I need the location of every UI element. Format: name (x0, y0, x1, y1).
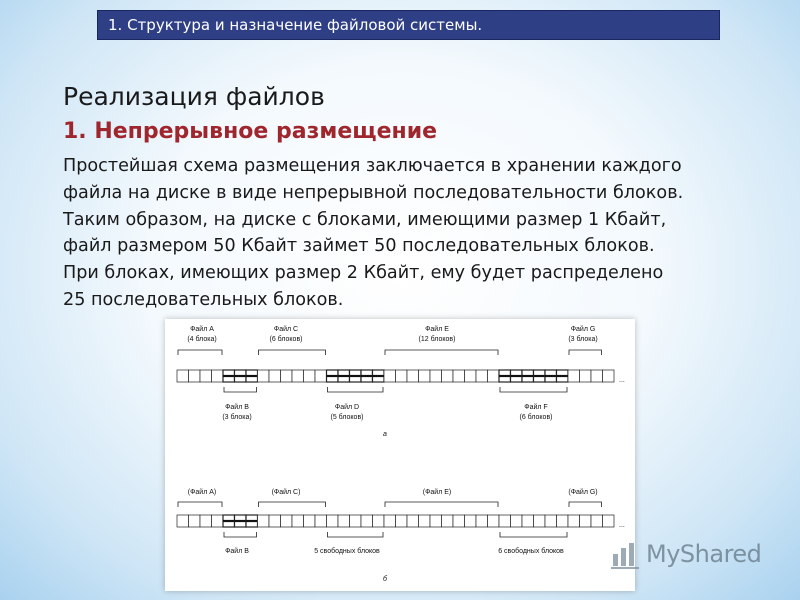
strip-b-block (580, 515, 592, 527)
strip-b-block (200, 515, 212, 527)
label-file-a-deleted: (Файл A) (187, 489, 217, 496)
strip-a-block (568, 370, 580, 382)
strip-a-ellipsis: ... (619, 377, 625, 384)
strip-a-block (488, 370, 500, 382)
strip-b-block (511, 515, 523, 527)
body-line: 25 последовательных блоков. (63, 289, 344, 310)
bracket-file-e (385, 350, 498, 355)
strip-b-block (499, 515, 511, 527)
strip-b-block (327, 515, 339, 527)
strip-a-block (396, 370, 408, 382)
label-free-blocks-5: 5 свободных блоков (314, 548, 380, 555)
label-file-d: Файл D (334, 404, 360, 411)
body-line: Простейшая схема размещения заключается в хранении каждого (63, 156, 682, 176)
strip-a-block (304, 370, 316, 382)
bracket-file-d (328, 387, 384, 392)
strip-a-block (442, 370, 454, 382)
label-file-c-deleted: (Файл C) (271, 489, 301, 496)
strip-a-block (580, 370, 592, 382)
slide-title: 1. Структура и назначение файловой системы. (108, 16, 483, 34)
label-file-c-size: (6 блоков) (269, 336, 303, 343)
bracket-file-b-remaining (224, 532, 257, 537)
label-file-e-size: (12 блоков) (418, 336, 456, 343)
strip-b-block (189, 515, 201, 527)
strip-b-block (281, 515, 293, 527)
bracket-file-g (569, 350, 602, 355)
disk-allocation-figure (165, 319, 635, 591)
bracket-file-c (259, 350, 326, 355)
strip-b-block (442, 515, 454, 527)
strip-b-block (258, 515, 270, 527)
strip-a-block (212, 370, 224, 382)
strip-a-block (315, 370, 327, 382)
bracket-file-a (178, 350, 222, 355)
slide-subheading: 1. Непрерывное размещение (63, 119, 438, 144)
strip-b-block (476, 515, 488, 527)
strip-b-block (338, 515, 350, 527)
strip-b-block (269, 515, 281, 527)
label-file-d-size: (5 блоков) (330, 414, 364, 421)
bracket-file-f (500, 387, 567, 392)
label-free-blocks-6: 6 свободных блоков (498, 548, 564, 555)
body-line: файла на диске в виде непрерывной последовательности блоков. (63, 182, 684, 203)
strip-a-block (407, 370, 419, 382)
label-file-a: Файл A (190, 326, 214, 333)
bracket-file-g-deleted (569, 502, 602, 507)
strip-a-block (430, 370, 442, 382)
strip-b-block (603, 515, 615, 527)
strip-b-ellipsis: ... (619, 522, 625, 529)
label-file-g-size: (3 блока) (568, 336, 598, 343)
strip-b-block (465, 515, 477, 527)
strip-b-block (522, 515, 534, 527)
strip-a-block (281, 370, 293, 382)
bracket-file-c-deleted (259, 502, 326, 507)
strip-b-block (292, 515, 304, 527)
strip-b-block (453, 515, 465, 527)
body-line: файл размером 50 Кбайт займет 50 последовательных блоков. (63, 236, 655, 257)
strip-b-block (304, 515, 316, 527)
strip-a-block (384, 370, 396, 382)
strip-b-block (315, 515, 327, 527)
strip-a-block (269, 370, 281, 382)
panel-b-caption: б (383, 576, 387, 583)
strip-b-block (430, 515, 442, 527)
label-file-b-remaining: Файл B (225, 548, 249, 555)
bracket-free-5 (328, 532, 384, 537)
strip-b-block (350, 515, 362, 527)
strip-b-block (488, 515, 500, 527)
disk-allocation-diagram (165, 319, 635, 591)
watermark-logo-icon (610, 538, 644, 572)
strip-b-block (373, 515, 385, 527)
label-file-a-size: (4 блока) (187, 336, 217, 343)
strip-b-block (384, 515, 396, 527)
bracket-file-e-deleted (385, 502, 498, 507)
label-file-e-deleted: (Файл E) (422, 489, 452, 496)
bracket-file-b (224, 387, 257, 392)
watermark (608, 537, 768, 573)
body-line: При блоках, имеющих размер 2 Кбайт, ему будет распределено (63, 263, 664, 284)
label-file-c: Файл C (273, 326, 299, 333)
strip-a-block (591, 370, 603, 382)
strip-b-block (545, 515, 557, 527)
label-file-g: Файл G (570, 326, 596, 333)
label-file-e: Файл E (425, 326, 449, 333)
strip-b-block (177, 515, 189, 527)
strip-b-block (568, 515, 580, 527)
strip-b-block (534, 515, 546, 527)
slide-body-text (63, 153, 763, 314)
label-file-b-size: (3 блока) (222, 414, 252, 421)
strip-b-block (407, 515, 419, 527)
strip-b-block (212, 515, 224, 527)
strip-a-block (453, 370, 465, 382)
strip-a-block (476, 370, 488, 382)
strip-a-block (200, 370, 212, 382)
bracket-free-6 (500, 532, 567, 537)
slide-title-bar (97, 10, 720, 40)
strip-a-block (419, 370, 431, 382)
label-file-b: Файл B (225, 404, 249, 411)
strip-b-block (361, 515, 373, 527)
strip-a-block (189, 370, 201, 382)
panel-a-caption: а (383, 431, 387, 438)
bracket-file-a-deleted (178, 502, 222, 507)
body-line: Таким образом, на диске с блоками, имеющими размер 1 Кбайт, (63, 209, 667, 230)
strip-a-block (465, 370, 477, 382)
strip-a-block (603, 370, 615, 382)
strip-a-block (258, 370, 270, 382)
label-file-f: Файл F (524, 404, 548, 411)
strip-b-block (419, 515, 431, 527)
label-file-f-size: (6 блоков) (519, 414, 553, 421)
watermark-text: MyShared (646, 540, 762, 568)
strip-b-block (396, 515, 408, 527)
strip-a-block (177, 370, 189, 382)
strip-b-block (591, 515, 603, 527)
slide-heading: Реализация файлов (63, 82, 325, 111)
strip-a-block (292, 370, 304, 382)
strip-b-block (557, 515, 569, 527)
label-file-g-deleted: (Файл G) (568, 489, 598, 496)
